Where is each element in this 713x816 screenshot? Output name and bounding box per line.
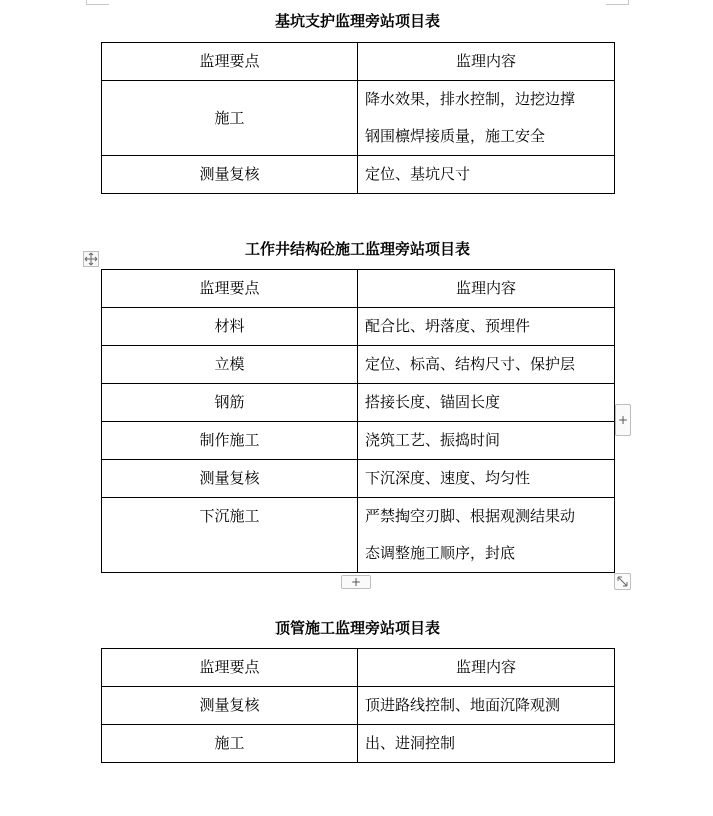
content-line: 严禁掏空刃脚、根据观测结果动 bbox=[365, 507, 576, 525]
key-cell[interactable]: 材料 bbox=[102, 308, 358, 346]
table-row bbox=[102, 498, 615, 573]
resize-icon[interactable] bbox=[614, 573, 631, 590]
table-row bbox=[102, 687, 615, 725]
table-1-title: 基坑支护监理旁站项目表 bbox=[274, 12, 440, 30]
table-row bbox=[102, 725, 615, 763]
header-content-cell[interactable]: 监理内容 bbox=[358, 43, 615, 81]
add-row-button[interactable]: + bbox=[341, 575, 371, 589]
content-cell[interactable]: 浇筑工艺、振捣时间 bbox=[358, 422, 615, 460]
content-cell[interactable] bbox=[358, 498, 615, 573]
key-cell[interactable]: 钢筋 bbox=[102, 384, 358, 422]
content-line: 钢围檩焊接质量，施工安全 bbox=[365, 127, 546, 145]
table-row bbox=[102, 156, 615, 194]
table-row bbox=[102, 81, 615, 156]
add-column-button[interactable]: + bbox=[615, 404, 631, 436]
header-key-cell[interactable]: 监理要点 bbox=[102, 270, 358, 308]
table-row bbox=[102, 460, 615, 498]
page-corner-mark-left bbox=[86, 0, 109, 5]
table-header-row bbox=[102, 270, 615, 308]
content-cell[interactable]: 定位、基坑尺寸 bbox=[358, 156, 615, 194]
table-row bbox=[102, 346, 615, 384]
key-cell[interactable]: 立模 bbox=[102, 346, 358, 384]
header-key-cell[interactable]: 监理要点 bbox=[102, 43, 358, 81]
key-cell[interactable]: 测量复核 bbox=[102, 156, 358, 194]
key-cell[interactable]: 制作施工 bbox=[102, 422, 358, 460]
content-cell[interactable]: 定位、标高、结构尺寸、保护层 bbox=[358, 346, 615, 384]
shaft-concrete-table bbox=[101, 269, 615, 573]
table-row bbox=[102, 422, 615, 460]
key-cell[interactable]: 施工 bbox=[102, 725, 358, 763]
content-line: 降水效果，排水控制，边挖边撑 bbox=[365, 90, 576, 108]
content-cell[interactable] bbox=[358, 81, 615, 156]
table-2-title: 工作井结构砼施工监理旁站项目表 bbox=[244, 240, 470, 258]
table-row bbox=[102, 384, 615, 422]
content-cell[interactable]: 配合比、坍落度、预埋件 bbox=[358, 308, 615, 346]
content-cell[interactable]: 出、进洞控制 bbox=[358, 725, 615, 763]
table-3-title: 顶管施工监理旁站项目表 bbox=[274, 619, 440, 637]
content-line: 态调整施工顺序，封底 bbox=[365, 544, 516, 562]
key-cell[interactable]: 测量复核 bbox=[102, 687, 358, 725]
content-cell[interactable]: 搭接长度、锚固长度 bbox=[358, 384, 615, 422]
pipe-jacking-table bbox=[101, 648, 615, 763]
table-header-row bbox=[102, 43, 615, 81]
foundation-pit-table bbox=[101, 42, 615, 194]
table-row bbox=[102, 308, 615, 346]
header-key-cell[interactable]: 监理要点 bbox=[102, 649, 358, 687]
move-icon[interactable] bbox=[83, 251, 99, 267]
key-cell[interactable]: 下沉施工 bbox=[102, 498, 358, 573]
key-cell[interactable]: 测量复核 bbox=[102, 460, 358, 498]
page-corner-mark-right bbox=[606, 0, 629, 5]
content-cell[interactable]: 下沉深度、速度、均匀性 bbox=[358, 460, 615, 498]
content-cell[interactable]: 顶进路线控制、地面沉降观测 bbox=[358, 687, 615, 725]
header-content-cell[interactable]: 监理内容 bbox=[358, 649, 615, 687]
table-header-row bbox=[102, 649, 615, 687]
key-cell[interactable]: 施工 bbox=[102, 81, 358, 156]
header-content-cell[interactable]: 监理内容 bbox=[358, 270, 615, 308]
